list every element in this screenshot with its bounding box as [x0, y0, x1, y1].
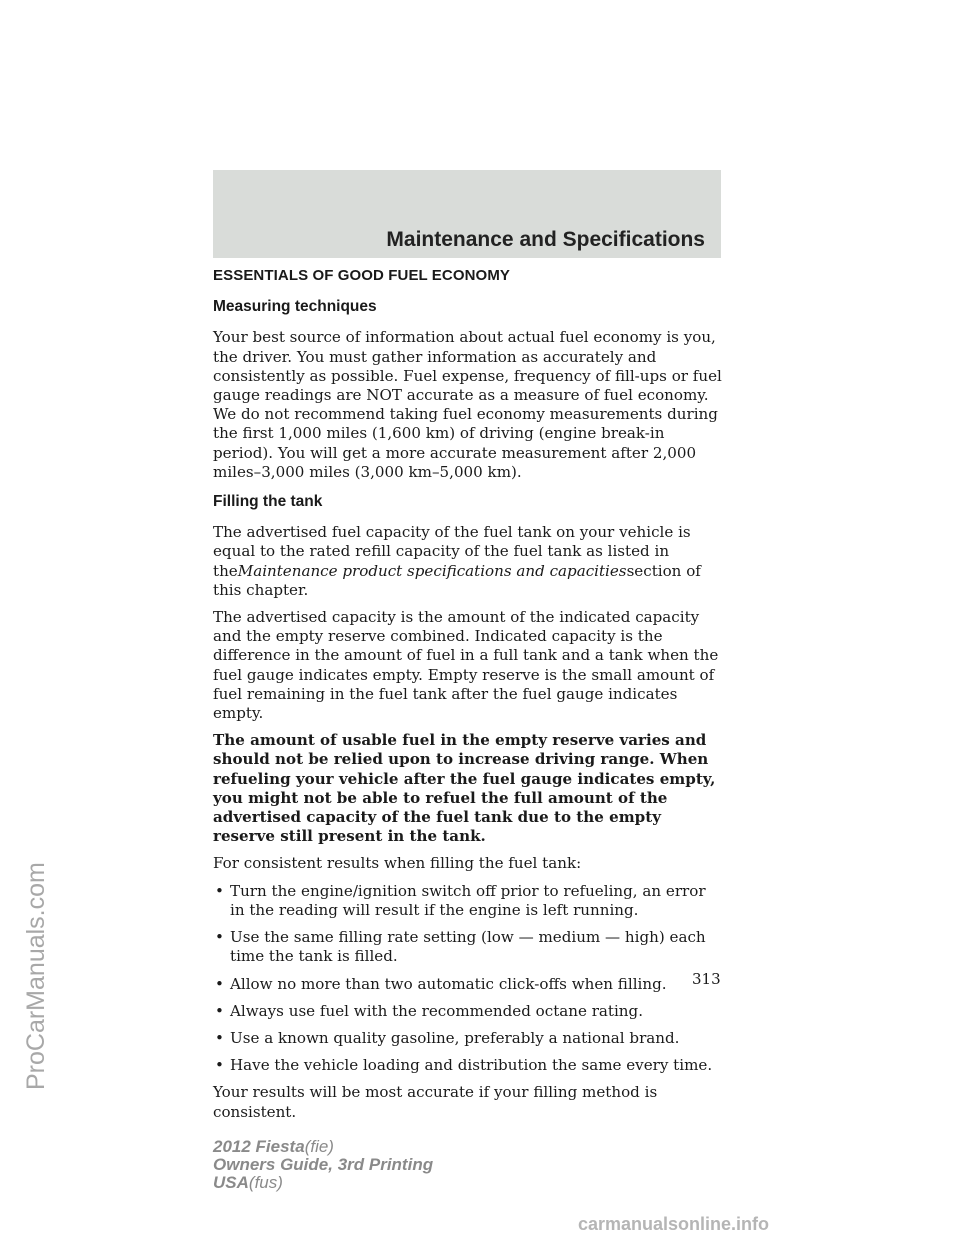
bullet-icon: • — [215, 1001, 224, 1020]
bullet-icon: • — [215, 881, 224, 900]
page-number: 313 — [692, 970, 721, 988]
list-item-text: Use the same filling rate setting (low — medium — high) each time the tank is filled. — [230, 928, 706, 966]
footer-market: USA — [213, 1173, 249, 1192]
filling-paragraph-2: The advertised capacity is the amount of the indicated capacity and the empty reserve combined. Indicated capacity is the difference in the amount of fuel in a full tank and a tank when the fuel gauge indicates empty. Empty reserve is the small amount of fuel remaining in the fuel tank after the fuel gauge indicates empty. — [213, 608, 719, 723]
footer-model: 2012 Fiesta — [213, 1137, 305, 1156]
filling-p1-end: section of this chapter. — [213, 561, 701, 599]
list-item — [213, 1056, 723, 1075]
list-item-text: Always use fuel with the recommended octane rating. — [230, 1001, 643, 1020]
list-item — [213, 928, 723, 966]
empty-reserve-warning: The amount of usable fuel in the empty reserve varies and should not be relied upon to increase driving range. When refueling your vehicle after the fuel gauge indicates empty, you might not be able to refuel the full amount of the advertised capacity of the fuel tank due to the empty reserve still present in the tank. — [213, 731, 716, 846]
filling-tips-list — [213, 882, 723, 1076]
list-item-text: Allow no more than two automatic click-offs when filling. — [230, 974, 667, 993]
footer-model-line — [213, 1138, 433, 1156]
list-item-text: Turn the engine/ignition switch off prior to refueling, an error in the reading will result if the engine is left running. — [230, 881, 706, 919]
section-header-box — [213, 170, 721, 258]
list-item — [213, 1029, 723, 1048]
list-item — [213, 882, 723, 920]
bottom-watermark: carmanualsonline.info — [578, 1214, 770, 1234]
filling-paragraph-1 — [213, 523, 723, 600]
filling-heading: Filling the tank — [213, 493, 323, 511]
footer-guide-line: Owners Guide, 3rd Printing — [213, 1155, 434, 1174]
section-title: ESSENTIALS OF GOOD FUEL ECONOMY — [213, 267, 511, 284]
page-content — [213, 266, 723, 1130]
bullet-icon: • — [215, 1028, 224, 1047]
list-item-text: Have the vehicle loading and distribution the same every time. — [230, 1056, 713, 1075]
list-item — [213, 1002, 723, 1021]
bullet-icon: • — [215, 974, 224, 993]
filling-intro: For consistent results when filling the fuel tank: — [213, 854, 582, 873]
list-item-text: Use a known quality gasoline, preferably a national brand. — [230, 1028, 680, 1047]
bullet-icon: • — [215, 1056, 224, 1075]
measuring-heading: Measuring techniques — [213, 298, 377, 316]
bullet-icon: • — [215, 928, 224, 947]
list-item — [213, 975, 723, 994]
closing-paragraph: Your results will be most accurate if your filling method is consistent. — [213, 1083, 658, 1121]
spec-reference: Maintenance product specifications and capacities — [237, 561, 627, 580]
side-watermark: ProCarManuals.com — [22, 862, 50, 1090]
section-header-title: Maintenance and Specifications — [386, 228, 705, 251]
footer-market-code: (fus) — [248, 1173, 283, 1192]
document-footer — [213, 1138, 433, 1192]
footer-market-line — [213, 1174, 433, 1192]
measuring-paragraph: Your best source of information about actual fuel economy is you, the driver. You must gather information as accurately and consistently as possible. Fuel expense, frequency of fill-ups or fuel gauge readings are NOT accurate as a measure of fuel economy. We do not recommend taking fuel economy measurements during the first 1,000 miles (1,600 km) of driving (engine break-in period). You will get a more accurate measurement after 2,000 miles–3,000 miles (3,000 km–5,000 km). — [213, 328, 722, 481]
filling-p1-text: The advertised fuel capacity of the fuel tank on your vehicle is equal to the rated refill capacity of the fuel tank as listed in the — [213, 523, 691, 580]
footer-model-code: (fie) — [304, 1137, 334, 1156]
